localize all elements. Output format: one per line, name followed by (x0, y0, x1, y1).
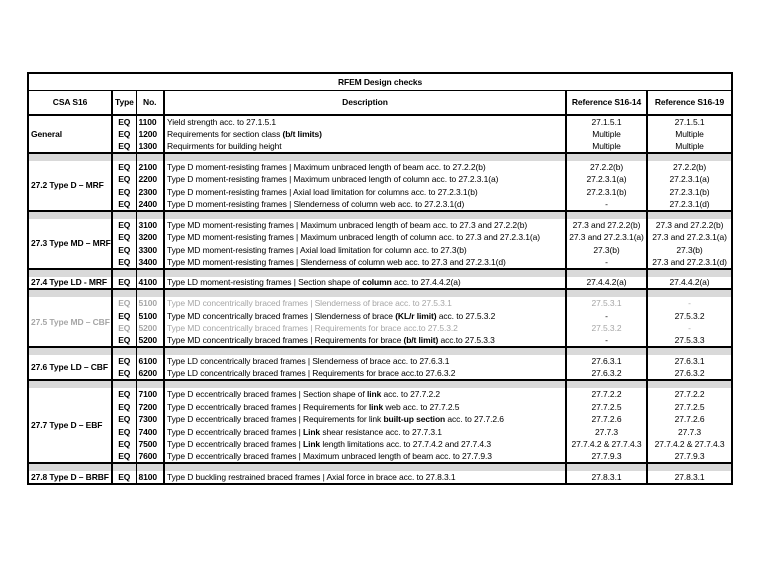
row-ref-s16-14: 27.2.2(b) (566, 161, 647, 174)
separator-band (136, 380, 164, 388)
separator-band (112, 211, 136, 219)
row-type: EQ (112, 471, 136, 484)
row-description (164, 219, 566, 232)
separator-band (164, 211, 566, 219)
row-no: 7100 (136, 388, 164, 401)
description-text: Type MD moment-resisting frames | Slenderness of column web acc. to 27.3 and 27.2.3.1(d) (167, 256, 506, 267)
description-text: Type LD concentrically braced frames | Requirements for brace acc.to 27.6.3.2 (167, 368, 456, 379)
separator-band (136, 289, 164, 297)
row-ref-s16-14: - (566, 310, 647, 323)
row-description (164, 231, 566, 244)
row-no: 7500 (136, 438, 164, 451)
separator-band (164, 347, 566, 355)
table-row (28, 115, 732, 128)
separator-band (647, 269, 732, 277)
row-no: 7400 (136, 426, 164, 439)
row-ref-s16-14: - (566, 256, 647, 269)
row-type: EQ (112, 310, 136, 323)
description-emphasis: Link (302, 426, 321, 437)
description-text: Requirements for section class (167, 128, 283, 139)
section-label: 27.5 Type MD – CBF (31, 316, 110, 327)
separator-band (28, 153, 112, 161)
row-ref-s16-19: 27.7.2.6 (647, 413, 732, 426)
row-no: 5100 (136, 297, 164, 310)
row-ref-s16-14: - (566, 335, 647, 348)
row-ref-s16-19: 27.6.3.1 (647, 355, 732, 368)
separator-band (112, 380, 136, 388)
description-text: Type LD moment-resisting frames | Section shape of (167, 277, 363, 288)
section-separator (28, 347, 732, 355)
table-header-row (28, 90, 732, 115)
description-text: length limitations acc. to 27.7.4.2 and 27.7.4.3 (320, 439, 491, 450)
row-type: EQ (112, 231, 136, 244)
description-text: Type D buckling restrained braced frames | Axial force in brace acc. to 27.8.3.1 (167, 471, 456, 482)
separator-band (164, 463, 566, 471)
separator-band (566, 153, 647, 161)
row-description (164, 368, 566, 381)
row-ref-s16-19: 27.2.3.1(d) (647, 198, 732, 211)
description-text: Type D eccentrically braced frames | Requirements for link (167, 414, 384, 425)
row-type: EQ (112, 115, 136, 128)
row-ref-s16-14: 27.7.9.3 (566, 451, 647, 464)
separator-band (566, 347, 647, 355)
description-text: acc. to 27.5.3.2 (436, 310, 496, 321)
description-text: Yield strength acc. to 27.1.5.1 (167, 116, 277, 127)
row-ref-s16-19: 27.2.3.1(b) (647, 186, 732, 199)
section-label: 27.2 Type D – MRF (31, 180, 104, 190)
table-row (28, 231, 732, 244)
row-description (164, 128, 566, 141)
row-ref-s16-14: 27.7.2.5 (566, 401, 647, 414)
row-no: 3100 (136, 219, 164, 232)
column-header-type: Type (112, 90, 136, 115)
row-description (164, 355, 566, 368)
description-emphasis: column (362, 277, 392, 288)
table-row (28, 128, 732, 141)
table-row (28, 256, 732, 269)
section-separator (28, 153, 732, 161)
description-text: acc.to 27.5.3.3 (438, 335, 495, 346)
separator-band (647, 347, 732, 355)
description-text: Type MD concentrically braced frames | Requirements for brace (167, 335, 404, 346)
description-emphasis: link (368, 401, 384, 412)
row-ref-s16-14: 27.1.5.1 (566, 115, 647, 128)
description-text: Type MD moment-resisting frames | Maximum unbraced length of column acc. to 27.3 and 27.2.3.1(a) (167, 232, 540, 243)
row-ref-s16-19: 27.2.2(b) (647, 161, 732, 174)
separator-band (566, 269, 647, 277)
row-ref-s16-19: 27.3 and 27.2.3.1(d) (647, 256, 732, 269)
description-text: Type LD concentrically braced frames | Slenderness of brace acc. to 27.6.3.1 (167, 356, 450, 367)
description-text: Type D moment-resisting frames | Slenderness of column web acc. to 27.2.3.1(d) (167, 198, 465, 209)
row-description (164, 335, 566, 348)
row-description (164, 451, 566, 464)
row-ref-s16-14: Multiple (566, 128, 647, 141)
row-no: 8100 (136, 471, 164, 484)
separator-band (136, 463, 164, 471)
row-ref-s16-19: 27.7.4.2 & 27.7.4.3 (647, 438, 732, 451)
row-ref-s16-14: 27.5.3.2 (566, 322, 647, 335)
row-description (164, 426, 566, 439)
separator-band (136, 269, 164, 277)
row-ref-s16-19: 27.3(b) (647, 244, 732, 257)
row-ref-s16-14: 27.3 and 27.2.3.1(a) (566, 231, 647, 244)
row-type: EQ (112, 322, 136, 335)
separator-band (566, 380, 647, 388)
row-ref-s16-14: 27.8.3.1 (566, 471, 647, 484)
table-row (28, 310, 732, 323)
row-ref-s16-19: 27.8.3.1 (647, 471, 732, 484)
row-ref-s16-14: 27.3(b) (566, 244, 647, 257)
table-row (28, 368, 732, 381)
row-ref-s16-19: 27.3 and 27.2.2(b) (647, 219, 732, 232)
row-description (164, 401, 566, 414)
row-description (164, 438, 566, 451)
separator-band (28, 463, 112, 471)
row-description (164, 277, 566, 290)
row-ref-s16-19: 27.7.9.3 (647, 451, 732, 464)
row-no: 2100 (136, 161, 164, 174)
description-emphasis: link (366, 389, 382, 400)
description-text: acc. to 27.7.2.2 (381, 389, 441, 400)
table-title: RFEM Design checks (28, 73, 732, 90)
table-row (28, 186, 732, 199)
row-no: 7300 (136, 413, 164, 426)
row-no: 4100 (136, 277, 164, 290)
separator-band (112, 153, 136, 161)
section-separator (28, 289, 732, 297)
row-no: 2400 (136, 198, 164, 211)
separator-band (112, 289, 136, 297)
description-text: Requirments for building height (167, 140, 282, 151)
row-no: 3300 (136, 244, 164, 257)
row-ref-s16-14: 27.6.3.1 (566, 355, 647, 368)
row-description (164, 198, 566, 211)
separator-band (112, 347, 136, 355)
separator-band (112, 269, 136, 277)
description-text: acc. to 27.4.4.2(a) (391, 277, 461, 288)
table-row (28, 219, 732, 232)
row-type: EQ (112, 256, 136, 269)
table-row (28, 438, 732, 451)
separator-band (28, 347, 112, 355)
row-description (164, 140, 566, 153)
separator-band (164, 153, 566, 161)
row-ref-s16-19: 27.6.3.2 (647, 368, 732, 381)
table-row (28, 426, 732, 439)
row-ref-s16-19: - (647, 297, 732, 310)
row-no: 6200 (136, 368, 164, 381)
description-emphasis: (b/t limits) (282, 128, 322, 139)
row-no: 3400 (136, 256, 164, 269)
row-type: EQ (112, 173, 136, 186)
separator-band (28, 211, 112, 219)
row-description (164, 115, 566, 128)
table-row (28, 413, 732, 426)
description-emphasis: Link (302, 439, 321, 450)
separator-band (566, 463, 647, 471)
separator-band (164, 289, 566, 297)
table-row (28, 140, 732, 153)
row-ref-s16-19: 27.2.3.1(a) (647, 173, 732, 186)
table-row (28, 277, 732, 290)
section-label: 27.4 Type LD - MRF (31, 277, 107, 288)
row-ref-s16-14: - (566, 198, 647, 211)
table-row (28, 297, 732, 310)
row-ref-s16-19: Multiple (647, 140, 732, 153)
separator-band (647, 211, 732, 219)
row-type: EQ (112, 335, 136, 348)
section-label: 27.8 Type D – BRBF (31, 471, 109, 482)
description-text: Type D eccentrically braced frames | (167, 426, 303, 437)
row-no: 1200 (136, 128, 164, 141)
row-type: EQ (112, 297, 136, 310)
row-ref-s16-19: 27.5.3.3 (647, 335, 732, 348)
row-ref-s16-14: 27.2.3.1(b) (566, 186, 647, 199)
row-type: EQ (112, 277, 136, 290)
row-type: EQ (112, 451, 136, 464)
row-type: EQ (112, 401, 136, 414)
description-text: Type D eccentrically braced frames | (167, 439, 303, 450)
separator-band (136, 211, 164, 219)
section-separator (28, 211, 732, 219)
table-row (28, 355, 732, 368)
row-description (164, 186, 566, 199)
description-text: Type MD moment-resisting frames | Axial load limitation for column acc. to 27.3(b) (167, 244, 467, 255)
design-checks-sheet (27, 72, 731, 485)
table-row (28, 161, 732, 174)
design-checks-table (27, 72, 733, 485)
row-ref-s16-14: 27.6.3.2 (566, 368, 647, 381)
section-label: 27.6 Type LD – CBF (31, 362, 108, 372)
description-text: Type D moment-resisting frames | Maximum unbraced length of beam acc. to 27.2.2(b) (167, 161, 486, 172)
row-type: EQ (112, 413, 136, 426)
separator-band (566, 211, 647, 219)
row-description (164, 310, 566, 323)
table-row (28, 322, 732, 335)
column-header-csa-s16: CSA S16 (28, 90, 112, 115)
table-row (28, 244, 732, 257)
row-description (164, 244, 566, 257)
row-description (164, 388, 566, 401)
separator-band (136, 153, 164, 161)
table-row (28, 388, 732, 401)
column-header-description: Description (164, 90, 566, 115)
section-separator (28, 463, 732, 471)
row-no: 1300 (136, 140, 164, 153)
description-text: Type MD moment-resisting frames | Maximum unbraced length of beam acc. to 27.3 and 27.2.2(b) (167, 219, 528, 230)
table-row (28, 401, 732, 414)
table-title-row (28, 73, 732, 90)
row-no: 2200 (136, 173, 164, 186)
description-text: shear resistance acc. to 27.7.3.1 (320, 426, 442, 437)
section-label: 27.7 Type D – EBF (31, 420, 103, 430)
separator-band (28, 380, 112, 388)
row-no: 5100 (136, 310, 164, 323)
column-header-reference-s16-14: Reference S16-14 (566, 90, 647, 115)
row-description (164, 413, 566, 426)
column-header-no: No. (136, 90, 164, 115)
row-ref-s16-19: 27.7.3 (647, 426, 732, 439)
row-no: 5200 (136, 322, 164, 335)
separator-band (647, 380, 732, 388)
row-ref-s16-19: 27.3 and 27.2.3.1(a) (647, 231, 732, 244)
section-label: General (31, 128, 62, 139)
row-description (164, 173, 566, 186)
row-type: EQ (112, 438, 136, 451)
description-text: Type D moment-resisting frames | Axial load limitation for columns acc. to 27.2.3.1(b) (167, 186, 478, 197)
section-label: 27.3 Type MD – MRF (31, 238, 111, 248)
description-text: Type MD concentrically braced frames | Slenderness of brace acc. to 27.5.3.1 (167, 298, 452, 309)
row-ref-s16-19: 27.1.5.1 (647, 115, 732, 128)
row-ref-s16-19: 27.7.2.2 (647, 388, 732, 401)
description-text: acc. to 27.7.2.6 (445, 414, 504, 425)
row-ref-s16-14: Multiple (566, 140, 647, 153)
separator-band (136, 347, 164, 355)
section-separator (28, 380, 732, 388)
row-ref-s16-19: 27.4.4.2(a) (647, 277, 732, 290)
row-ref-s16-14: 27.2.3.1(a) (566, 173, 647, 186)
row-no: 3200 (136, 231, 164, 244)
description-emphasis: built-up section (383, 414, 446, 425)
row-type: EQ (112, 140, 136, 153)
row-type: EQ (112, 426, 136, 439)
table-row (28, 173, 732, 186)
row-no: 1100 (136, 115, 164, 128)
description-text: Type D eccentrically braced frames | Maximum unbraced length of beam acc. to 27.7.9.3 (167, 451, 492, 462)
row-description (164, 161, 566, 174)
row-ref-s16-14: 27.5.3.1 (566, 297, 647, 310)
row-type: EQ (112, 161, 136, 174)
table-row (28, 471, 732, 484)
description-emphasis: (b/t limit) (403, 335, 439, 346)
row-ref-s16-14: 27.4.4.2(a) (566, 277, 647, 290)
row-no: 5200 (136, 335, 164, 348)
row-description (164, 256, 566, 269)
row-no: 7200 (136, 401, 164, 414)
row-ref-s16-14: 27.7.2.2 (566, 388, 647, 401)
row-ref-s16-19: Multiple (647, 128, 732, 141)
row-ref-s16-19: 27.5.3.2 (647, 310, 732, 323)
description-text: Type MD concentrically braced frames | Slenderness of brace (167, 310, 396, 321)
separator-band (164, 269, 566, 277)
row-type: EQ (112, 186, 136, 199)
table-row (28, 451, 732, 464)
table-row (28, 335, 732, 348)
row-ref-s16-14: 27.7.3 (566, 426, 647, 439)
description-text: Type MD concentrically braced frames | Requirements for brace acc.to 27.5.3.2 (167, 323, 458, 334)
separator-band (647, 289, 732, 297)
row-ref-s16-14: 27.7.4.2 & 27.7.4.3 (566, 438, 647, 451)
description-text: Type D eccentrically braced frames | Section shape of (167, 389, 367, 400)
separator-band (566, 289, 647, 297)
separator-band (164, 380, 566, 388)
row-type: EQ (112, 198, 136, 211)
column-header-reference-s16-19: Reference S16-19 (647, 90, 732, 115)
row-description (164, 297, 566, 310)
description-emphasis: (KL/r limit) (395, 310, 437, 321)
row-description (164, 322, 566, 335)
row-description (164, 471, 566, 484)
separator-band (112, 463, 136, 471)
row-type: EQ (112, 388, 136, 401)
row-no: 7600 (136, 451, 164, 464)
row-type: EQ (112, 368, 136, 381)
description-text: Type D eccentrically braced frames | Requirements for (167, 401, 369, 412)
separator-band (28, 289, 112, 297)
section-separator (28, 269, 732, 277)
row-type: EQ (112, 128, 136, 141)
separator-band (28, 269, 112, 277)
row-ref-s16-19: - (647, 322, 732, 335)
row-type: EQ (112, 244, 136, 257)
row-type: EQ (112, 219, 136, 232)
separator-band (647, 153, 732, 161)
row-ref-s16-19: 27.7.2.5 (647, 401, 732, 414)
row-no: 6100 (136, 355, 164, 368)
row-type: EQ (112, 355, 136, 368)
description-text: web acc. to 27.7.2.5 (383, 401, 460, 412)
description-text: Type D moment-resisting frames | Maximum unbraced length of column acc. to 27.2.3.1(a) (167, 174, 499, 185)
table-row (28, 198, 732, 211)
row-ref-s16-14: 27.7.2.6 (566, 413, 647, 426)
row-ref-s16-14: 27.3 and 27.2.2(b) (566, 219, 647, 232)
separator-band (647, 463, 732, 471)
row-no: 2300 (136, 186, 164, 199)
